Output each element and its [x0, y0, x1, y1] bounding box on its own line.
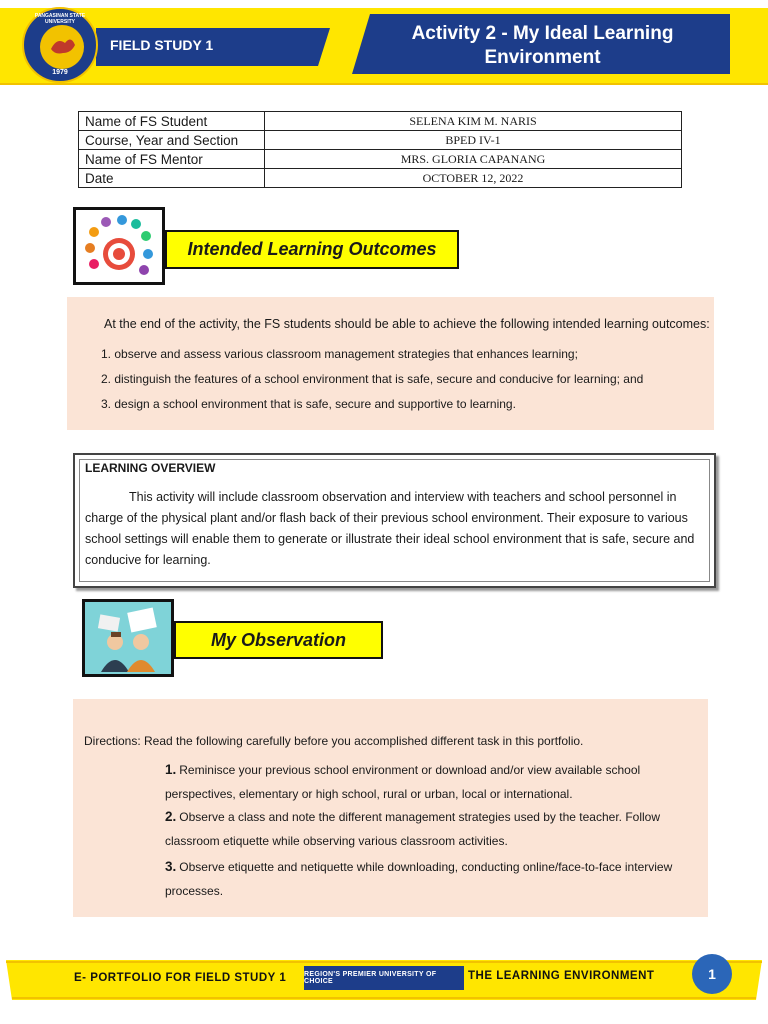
overview-text: This activity will include classroom observation and interview with teachers and school personnel in charge of the physical plant and/or flash back of their previous school environment. Their exposure to various school settings will enable them to generate or illustrate their ideal school environment that is safe, secure and conducive for learning. [85, 490, 695, 567]
info-label: Course, Year and Section [79, 131, 265, 150]
page-number: 1 [692, 954, 732, 994]
info-value: BPED IV-1 [265, 131, 682, 150]
table-row [79, 112, 682, 131]
directions-text: Directions: Read the following carefully before you accomplished different task in this portfolio. [84, 734, 584, 748]
ilo-icon-box [73, 207, 165, 285]
info-value: MRS. GLORIA CAPANANG [265, 150, 682, 169]
table-row [79, 131, 682, 150]
info-label: Name of FS Student [79, 112, 265, 131]
footer-portfolio-label: E- PORTFOLIO FOR FIELD STUDY 1 [74, 972, 287, 984]
info-value: SELENA KIM M. NARIS [265, 112, 682, 131]
info-label: Name of FS Mentor [79, 150, 265, 169]
step-number: 2. [165, 809, 177, 824]
step-number: 1. [165, 762, 177, 777]
info-value: OCTOBER 12, 2022 [265, 169, 682, 188]
activity-title [375, 22, 710, 70]
ilo-intro: At the end of the activity, the FS students should be able to achieve the following intended learning outcomes: [104, 317, 710, 331]
course-label: FIELD STUDY 1 [110, 37, 214, 53]
list-item: 1. observe and assess various classroom management strategies that enhances learning; [101, 347, 578, 361]
footer-section-label: THE LEARNING ENVIRONMENT [468, 970, 655, 982]
list-item [165, 855, 705, 903]
step-text: Reminisce your previous school environment or download and/or view available school perspectives, elementary or high school, rural or urban, local or international. [165, 763, 641, 801]
step-text: Observe etiquette and netiquette while downloading, conducting online/face-to-face interview processes. [165, 860, 673, 898]
activity-title-line2: Environment [484, 47, 601, 68]
step-number: 3. [165, 859, 177, 874]
table-row [79, 169, 682, 188]
overview-title: LEARNING OVERVIEW [85, 461, 216, 475]
target-icon [76, 210, 162, 282]
university-seal [22, 7, 98, 83]
list-item: 2. distinguish the features of a school environment that is safe, secure and conducive for learning; and [101, 372, 644, 386]
info-label: Date [79, 169, 265, 188]
activity-title-line1: Activity 2 - My Ideal Learning [411, 23, 674, 44]
list-item: 3. design a school environment that is safe, secure and supportive to learning. [101, 397, 516, 411]
student-info-table [78, 111, 682, 188]
people-icon [85, 602, 171, 674]
seal-name: PANGASINAN STATE UNIVERSITY [34, 13, 86, 25]
table-row [79, 150, 682, 169]
ilo-title: Intended Learning Outcomes [165, 230, 459, 269]
list-item [165, 758, 705, 806]
observation-icon-box [82, 599, 174, 677]
footer-tagline: REGION'S PREMIER UNIVERSITY OF CHOICE [304, 966, 464, 990]
observation-title: My Observation [174, 621, 383, 659]
seal-year: 1979 [52, 69, 68, 76]
learning-overview-box [73, 453, 716, 588]
list-item [165, 805, 705, 853]
header-banner [0, 0, 768, 92]
step-text: Observe a class and note the different management strategies used by the teacher. Follow classroom etiquette while observing various classroom activities. [165, 810, 660, 848]
